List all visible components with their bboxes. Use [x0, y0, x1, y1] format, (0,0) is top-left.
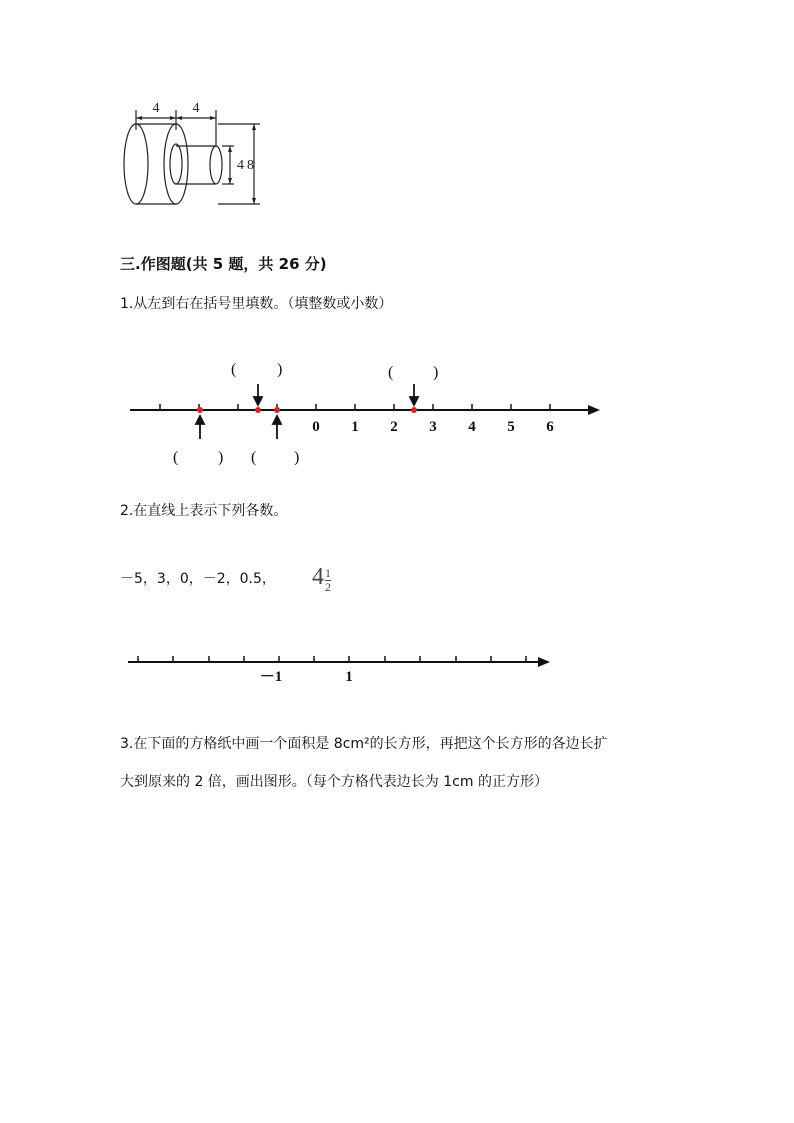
- outer-cylinder-left-face: [124, 124, 148, 204]
- dim-label-outer: 8: [247, 158, 254, 173]
- nl1-tick-label: 0: [312, 419, 320, 435]
- red-point: [274, 407, 280, 413]
- mixed-number: [312, 562, 331, 594]
- answer-bracket-open: (: [173, 449, 179, 466]
- answer-bracket-open: (: [251, 449, 257, 466]
- number-line-1: [120, 355, 610, 475]
- answer-bracket-close: ): [218, 449, 224, 466]
- cylinder-figure: [118, 96, 268, 212]
- question-3-text-line2: 大到原来的 2 倍，画出图形。（每个方格代表边长为 1cm 的正方形）: [120, 774, 548, 790]
- number-line-2: [120, 645, 560, 690]
- nl2-tick-label: 1: [345, 669, 353, 685]
- number-line-2-arrow: [538, 657, 550, 667]
- fraction-denominator: 2: [325, 579, 331, 594]
- red-point: [197, 407, 203, 413]
- nl1-tick-label: 5: [507, 419, 515, 435]
- dim-label-left: 4: [152, 101, 160, 116]
- nl1-tick-label: 1: [351, 419, 359, 435]
- number-line-1-arrow: [588, 405, 600, 415]
- nl1-tick-label: 6: [546, 419, 554, 435]
- dim-label-inner: 4: [237, 158, 244, 173]
- nl2-tick-label: －1: [259, 669, 283, 685]
- dim-label-right: 4: [192, 101, 200, 116]
- section-heading: 三.作图题(共 5 题，共 26 分): [120, 255, 327, 273]
- answer-bracket-close: ): [294, 449, 300, 466]
- mixed-number-whole: 4: [312, 564, 324, 590]
- nl1-tick-label: 2: [390, 419, 398, 435]
- mixed-number-fraction: [325, 567, 331, 594]
- answer-bracket-open: (: [231, 361, 237, 378]
- answer-bracket-open: (: [388, 364, 394, 381]
- question-2-text: 2.在直线上表示下列各数。: [120, 503, 288, 519]
- answer-bracket-close: ): [433, 364, 439, 381]
- question-3-text-line1: 3.在下面的方格纸中画一个面积是 8cm²的长方形，再把这个长方形的各边长扩: [120, 736, 608, 752]
- question-1-text: 1.从左到右在括号里填数。（填整数或小数）: [120, 296, 393, 312]
- red-point: [255, 407, 261, 413]
- answer-bracket-close: ): [277, 361, 283, 378]
- red-point: [411, 407, 417, 413]
- nl1-tick-label: 4: [468, 419, 476, 435]
- nl1-tick-label: 3: [429, 419, 437, 435]
- fraction-numerator: 1: [325, 565, 331, 580]
- numbers-list: －5，3，0，－2，0.5，: [120, 571, 276, 587]
